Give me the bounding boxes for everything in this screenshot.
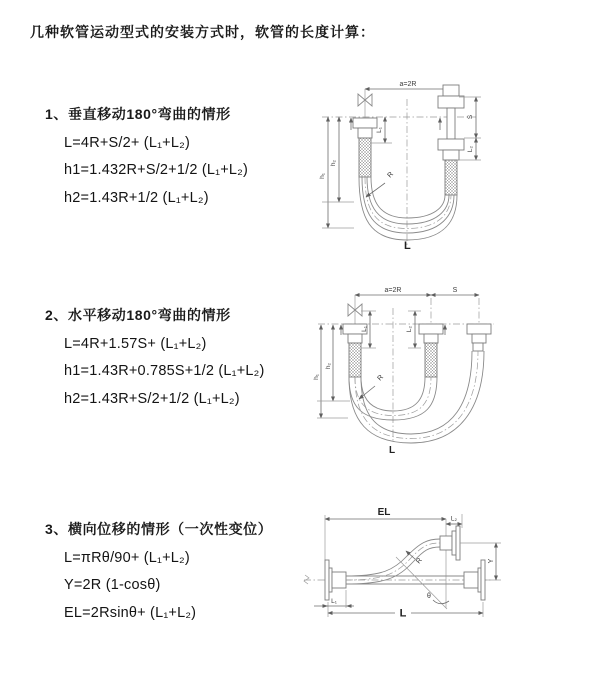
- section-vertical-180: [45, 104, 325, 207]
- dim-label-h2: h₂: [330, 159, 337, 167]
- braided-hose: [359, 138, 371, 177]
- dim-label-l2: L₂: [467, 145, 474, 153]
- diagram-vertical-180-bend: [308, 77, 598, 257]
- dim-label-l: L: [389, 445, 396, 456]
- formula-line: L=4R+1.57S+ (L₁+L₂): [64, 335, 207, 352]
- dim-label-h1: h₁: [313, 374, 320, 380]
- formula-line: h2=1.43R+1/2 (L₁+L₂): [64, 189, 209, 206]
- dim-label-s: S: [452, 287, 458, 294]
- formula-line: L=πRθ/90+ (L₁+L₂): [64, 549, 190, 566]
- upper-flange: [440, 526, 460, 560]
- section-horizontal-180: [45, 305, 325, 408]
- right-flange: [464, 560, 485, 600]
- dim-label-l1: L₁: [331, 598, 337, 605]
- diagram-lateral-displacement: [298, 498, 598, 673]
- document-title: 几种软管运动型式的安装方式时，软管的长度计算：: [30, 24, 375, 40]
- hose-u-bend-position-2: [349, 351, 484, 443]
- section-heading: 1、垂直移动180°弯曲的情形: [45, 106, 231, 122]
- tangent-line: [396, 557, 447, 609]
- dim-label-h1: h₁: [319, 173, 326, 179]
- dim-label-l2: L₂: [406, 325, 413, 333]
- dim-label-el: EL: [377, 507, 391, 518]
- left-fitting: [353, 118, 377, 177]
- dim-label-theta: θ: [427, 593, 431, 600]
- formula-line: Y=2R (1-cosθ): [64, 577, 161, 593]
- diagram-horizontal-180-bend: [308, 282, 598, 457]
- dim-label-s: S: [467, 114, 474, 120]
- dim-label-l1: L₁: [361, 326, 368, 332]
- dim-label-l: L: [399, 607, 407, 620]
- formula-line: L=4R+S/2+ (L₁+L₂): [64, 134, 190, 151]
- section-heading: 3、横向位移的情形（一次性变位）: [45, 521, 273, 537]
- section-heading: 2、水平移动180°弯曲的情形: [45, 307, 231, 323]
- dim-label-r: R: [376, 373, 385, 383]
- formula-line: h1=1.43R+0.785S+1/2 (L₁+L₂): [64, 363, 265, 379]
- dim-label-r: R: [415, 556, 424, 566]
- formula-line: h1=1.432R+S/2+1/2 (L₁+L₂): [64, 162, 249, 178]
- formula-line: EL=2Rsinθ+ (L₁+L₂): [64, 604, 197, 621]
- dim-label-y: Y: [488, 558, 495, 564]
- right-fitting: [467, 324, 491, 351]
- braided-hose: [445, 160, 457, 195]
- dim-label-a2r: a=2R: [384, 287, 402, 294]
- hose-s-curve: [346, 539, 440, 584]
- dim-label-a2r: a=2R: [399, 81, 417, 88]
- middle-fitting: [419, 324, 443, 377]
- section-lateral-displacement: [45, 519, 325, 622]
- formula-line: h2=1.43R+S/2+1/2 (L₁+L₂): [64, 390, 240, 407]
- right-fitting: [438, 85, 464, 195]
- valve-icon: [358, 89, 372, 118]
- hose-u-bend: [359, 177, 457, 240]
- braided-hose: [425, 343, 437, 377]
- break-mark: [304, 575, 309, 584]
- valve-icon: [348, 295, 362, 324]
- braided-hose: [349, 343, 361, 377]
- dim-label-h2: h₂: [325, 362, 332, 370]
- dim-label-r: R: [386, 170, 395, 180]
- left-flange: [325, 560, 346, 600]
- dim-label-l1: L₁: [376, 127, 383, 133]
- dim-label-l: L: [404, 240, 411, 252]
- dim-label-l2: L₂: [450, 515, 458, 523]
